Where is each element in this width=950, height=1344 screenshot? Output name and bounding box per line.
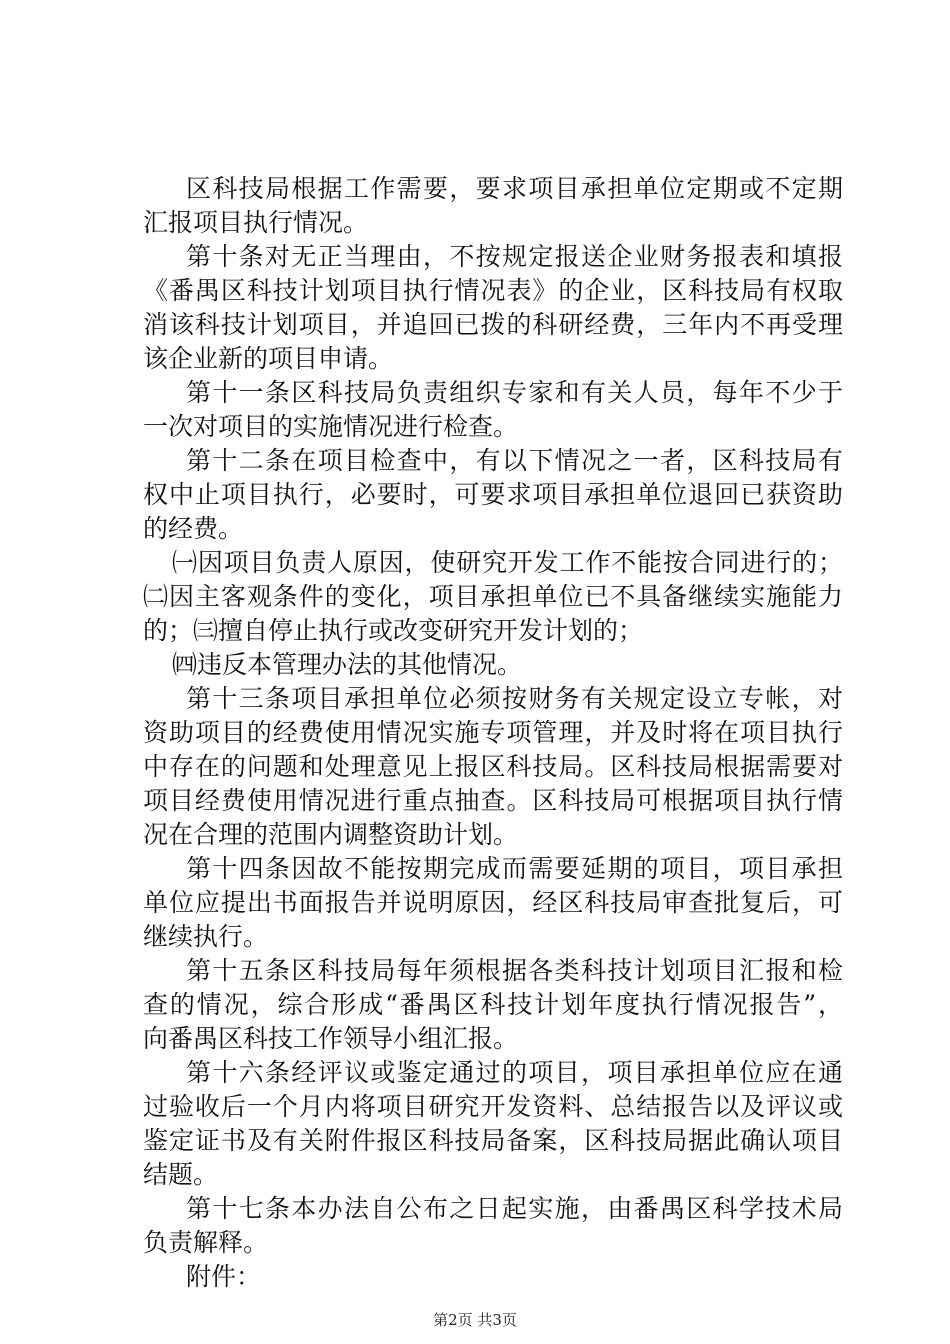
text-line: 第十二条在项目检查中，有以下情况之一者，区科技局有: [186, 446, 843, 475]
text-line: 结题。: [143, 1160, 219, 1189]
text-line: 第十三条项目承担单位必须按财务有关规定设立专帐，对: [186, 684, 843, 713]
text-line: 区科技局根据工作需要，要求项目承担单位定期或不定期: [186, 174, 843, 203]
text-line: 权中止项目执行，必要时，可要求项目承担单位退回已获资助: [143, 480, 843, 509]
text-line: 况在合理的范围内调整资助计划。: [143, 820, 519, 849]
text-line: 的经费。: [143, 514, 244, 543]
text-line: 鉴定证书及有关附件报区科技局备案，区科技局据此确认项目: [143, 1126, 843, 1155]
text-line: 查的情况，综合形成“番禺区科技计划年度执行情况报告”，: [143, 990, 843, 1019]
text-line: 第十四条因故不能按期完成而需要延期的项目，项目承担: [186, 854, 843, 883]
text-line: 第十条对无正当理由，不按规定报送企业财务报表和填报: [186, 242, 843, 271]
text-line: ㈡因主客观条件的变化，项目承担单位已不具备继续实施能力: [143, 582, 843, 611]
text-line: 汇报项目执行情况。: [143, 208, 369, 237]
page-number-footer: 第2页 共3页: [433, 1311, 517, 1329]
text-line: ㈣违反本管理办法的其他情况。: [172, 650, 523, 679]
text-line: 第十六条经评议或鉴定通过的项目，项目承担单位应在通: [186, 1058, 843, 1087]
text-line: 一次对项目的实施情况进行检查。: [143, 412, 519, 441]
text-line: 第十七条本办法自公布之日起实施，由番禺区科学技术局: [186, 1194, 843, 1223]
text-line: 该企业新的项目申请。: [143, 344, 394, 373]
text-line: 的；㈢擅自停止执行或改变研究开发计划的；: [143, 616, 644, 645]
text-line: 项目经费使用情况进行重点抽查。区科技局可根据项目执行情: [143, 786, 843, 815]
text-line: ㈠因项目负责人原因，使研究开发工作不能按合同进行的；: [172, 548, 843, 577]
text-line: 资助项目的经费使用情况实施专项管理，并及时将在项目执行: [143, 718, 843, 747]
text-line: 第十五条区科技局每年须根据各类科技计划项目汇报和检: [186, 956, 843, 985]
text-line: 单位应提出书面报告并说明原因，经区科技局审查批复后，可: [143, 888, 843, 917]
text-line: 附件：: [186, 1262, 262, 1291]
text-line: 《番禺区科技计划项目执行情况表》的企业，区科技局有权取: [143, 276, 843, 305]
text-line: 过验收后一个月内将项目研究开发资料、总结报告以及评议或: [143, 1092, 843, 1121]
text-line: 向番禺区科技工作领导小组汇报。: [143, 1024, 519, 1053]
text-line: 消该科技计划项目，并追回已拨的科研经费，三年内不再受理: [143, 310, 843, 339]
text-line: 中存在的问题和处理意见上报区科技局。区科技局根据需要对: [143, 752, 843, 781]
text-line: 继续执行。: [143, 922, 269, 951]
text-line: 第十一条区科技局负责组织专家和有关人员，每年不少于: [186, 378, 843, 407]
text-line: 负责解释。: [143, 1228, 269, 1257]
